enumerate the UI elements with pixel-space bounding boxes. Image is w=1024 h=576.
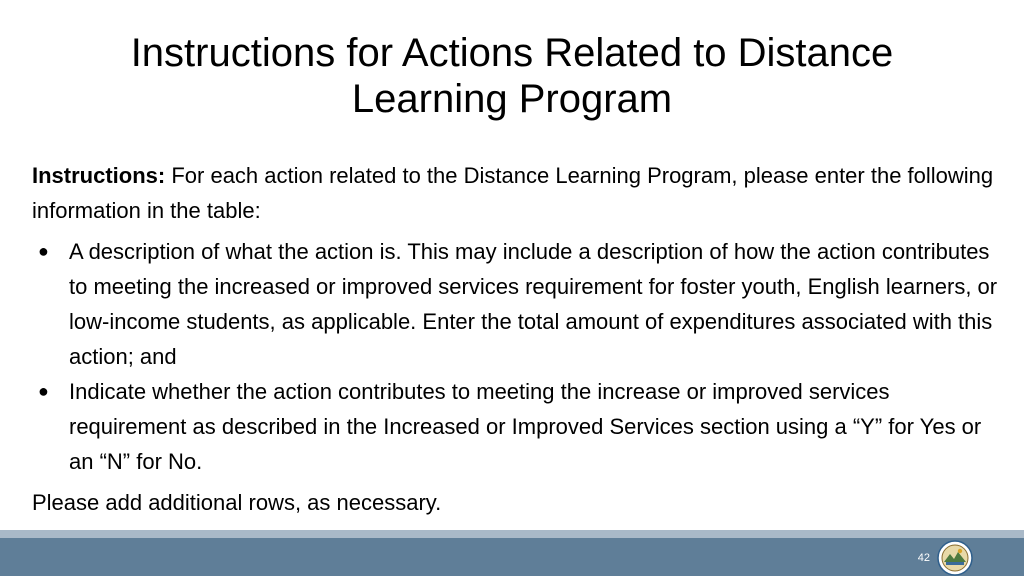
title-line-1: Instructions for Actions Related to Distance <box>130 31 894 75</box>
intro-text: For each action related to the Distance Learning Program, please enter the following information in the table: <box>32 163 994 223</box>
bullet-list <box>32 234 1007 479</box>
footer-accent-bar <box>0 530 1024 538</box>
bullet-text: A description of what the action is. This may include a description of how the action contributes to meeting the increased or improved services requirement for foster youth, English learners, or low-income students, as applicable. Enter the total amount of expenditures associated with this action; and <box>69 239 998 369</box>
intro-paragraph <box>32 158 1007 228</box>
title-line-2: Learning Program <box>351 77 673 121</box>
state-seal-icon <box>937 540 973 576</box>
slide-title <box>60 30 964 122</box>
closing-paragraph: Please add additional rows, as necessary. <box>32 490 442 515</box>
bullet-item-description <box>32 234 1007 374</box>
slide-body <box>32 158 1007 520</box>
bullet-dot-icon: ● <box>38 381 49 401</box>
footer-bar <box>0 538 1024 576</box>
page-number: 42 <box>917 552 930 564</box>
bullet-item-contribution <box>32 374 1007 479</box>
intro-lead: Instructions: <box>32 163 166 188</box>
bullet-dot-icon: ● <box>38 241 49 261</box>
bullet-text: Indicate whether the action contributes to meeting the increase or improved services requirement as described in the Increased or Improved Services section using a “Y” for Yes or an “N” for No. <box>69 379 982 474</box>
